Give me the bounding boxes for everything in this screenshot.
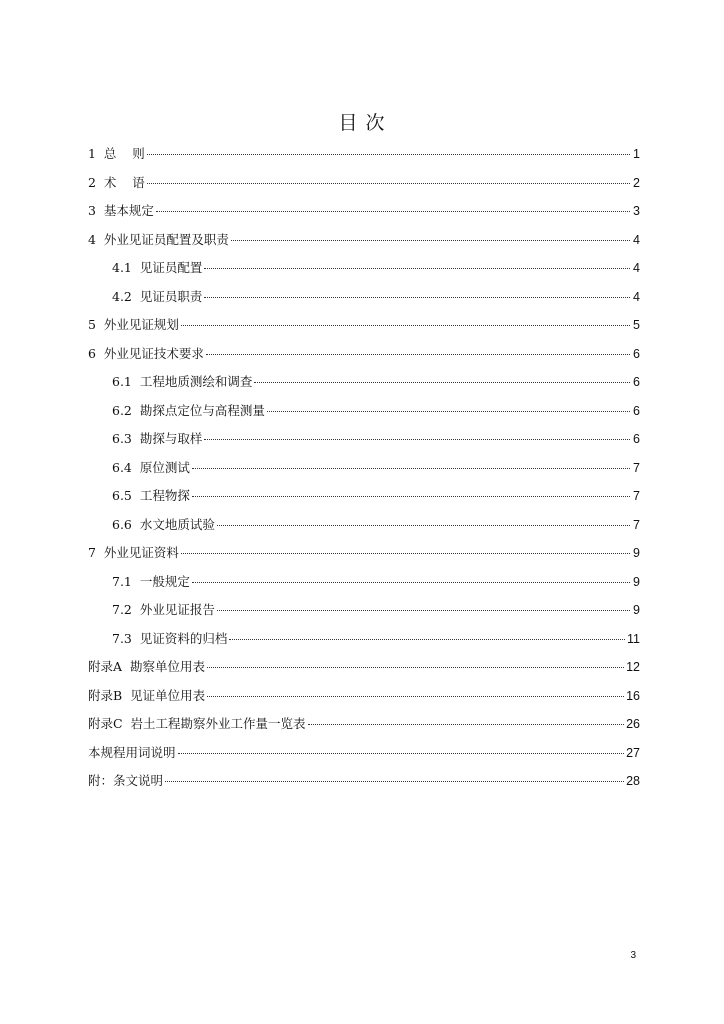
toc-entry[interactable] <box>88 596 640 625</box>
toc-entry-number: 6.6 <box>112 516 140 532</box>
toc-entry-page: 4 <box>633 289 640 304</box>
toc-entry-number: 附录A <box>88 659 130 674</box>
toc-entry-page: 6 <box>633 432 640 446</box>
toc-entry-label: 附：条文说明 <box>88 773 164 788</box>
dot-leader <box>192 582 630 583</box>
dot-leader <box>204 297 630 298</box>
toc-entry-label: 见证员职责 <box>139 288 203 304</box>
toc-entry-label: 总 则 <box>103 146 145 161</box>
toc-entry-number: 7.2 <box>112 602 140 617</box>
toc-entry[interactable] <box>88 311 640 340</box>
toc-entry-label: 勘探与取样 <box>139 431 203 446</box>
toc-entry[interactable] <box>88 767 640 796</box>
dot-leader <box>181 325 630 326</box>
toc-entry-label: 外业见证员配置及职责 <box>103 231 229 247</box>
toc-entry-label: 外业见证技术要求 <box>103 345 204 361</box>
toc-entry-page: 9 <box>633 603 640 617</box>
toc-entry-page: 7 <box>633 517 640 532</box>
dot-leader <box>206 354 630 355</box>
toc-entry-label: 本规程用词说明 <box>88 744 176 760</box>
toc-entry-label: 外业见证资料 <box>103 545 179 560</box>
dot-leader <box>178 753 625 754</box>
toc-entry-page: 27 <box>626 745 640 760</box>
toc-entry[interactable] <box>88 454 640 483</box>
toc-entry-page: 11 <box>627 631 640 646</box>
toc-entry-number: 4 <box>88 231 104 247</box>
dot-leader <box>207 696 624 697</box>
toc-entry[interactable] <box>88 140 640 169</box>
toc-entry-page: 1 <box>633 147 640 161</box>
dot-leader <box>165 781 624 782</box>
toc-entry-number: 7.1 <box>112 573 140 589</box>
toc-entry-label: 外业见证规划 <box>103 317 179 332</box>
toc-entry[interactable] <box>88 482 640 511</box>
toc-entry-page: 26 <box>626 717 640 731</box>
toc-entry-page: 28 <box>626 774 640 788</box>
toc-entry[interactable] <box>88 710 640 739</box>
toc-entry-page: 9 <box>633 546 640 560</box>
toc-entry-number: 6.3 <box>112 431 140 446</box>
toc-entry[interactable] <box>88 340 640 369</box>
toc-entry[interactable] <box>88 368 640 397</box>
dot-leader <box>229 639 625 640</box>
toc-entry-number: 3 <box>88 203 104 218</box>
toc-entry-page: 9 <box>633 574 640 589</box>
toc-entry-page: 6 <box>633 375 640 389</box>
toc-entry-number: 2 <box>88 174 104 190</box>
toc-entry-number: 6.1 <box>112 374 140 389</box>
dot-leader <box>204 268 630 269</box>
toc-entry-label: 见证员配置 <box>139 260 203 275</box>
toc-entry-label: 一般规定 <box>139 573 190 589</box>
dot-leader <box>192 468 630 469</box>
toc-entry-label: 基本规定 <box>103 203 154 218</box>
toc-entry[interactable] <box>88 682 640 711</box>
toc-entry-page: 2 <box>633 175 640 190</box>
dot-leader <box>254 382 630 383</box>
toc-entry[interactable] <box>88 226 640 255</box>
toc-entry-page: 5 <box>633 318 640 332</box>
toc-entry-label: 原位测试 <box>139 459 190 475</box>
dot-leader <box>231 240 630 241</box>
toc-entry-label: 术 语 <box>103 174 145 190</box>
toc-entry[interactable] <box>88 539 640 568</box>
toc-entry-number: 5 <box>88 317 104 332</box>
toc-entry-number: 4.1 <box>112 260 140 275</box>
toc-entry[interactable] <box>88 197 640 226</box>
toc-entry-page: 6 <box>633 346 640 361</box>
toc-entry-label: 工程物探 <box>139 488 190 503</box>
toc-entry-page: 4 <box>633 261 640 275</box>
toc-entry[interactable] <box>88 254 640 283</box>
dot-leader <box>156 211 630 212</box>
toc-entry-label: 外业见证报告 <box>139 602 215 617</box>
toc-entry-number: 6.5 <box>112 488 140 503</box>
toc-entry-number: 1 <box>88 146 104 161</box>
toc-entry-number: 附录B <box>88 687 131 703</box>
toc-entry[interactable] <box>88 739 640 768</box>
toc-entry-page: 4 <box>633 232 640 247</box>
toc-entry[interactable] <box>88 425 640 454</box>
dot-leader <box>192 496 630 497</box>
toc-entry-label: 见证资料的归档 <box>139 630 228 646</box>
toc-entry-number: 6.4 <box>112 459 140 475</box>
toc-entry[interactable] <box>88 625 640 654</box>
toc-entry[interactable] <box>88 568 640 597</box>
toc-entry-number: 6 <box>88 345 104 361</box>
dot-leader <box>207 667 624 668</box>
page-number: 3 <box>630 950 636 961</box>
toc-entry-number: 7.3 <box>112 630 140 646</box>
toc-entry[interactable] <box>88 283 640 312</box>
toc-entry-label: 勘察单位用表 <box>129 659 205 674</box>
toc-entry-label: 岩土工程勘察外业工作量一览表 <box>130 716 306 731</box>
toc-entry-label: 见证单位用表 <box>130 687 206 703</box>
toc-entry-page: 7 <box>633 489 640 503</box>
toc-entry-label: 勘探点定位与高程测量 <box>139 402 265 418</box>
dot-leader <box>181 553 630 554</box>
dot-leader <box>147 183 630 184</box>
toc-entry-label: 水文地质试验 <box>139 516 215 532</box>
dot-leader <box>217 525 630 526</box>
toc-entry-number: 7 <box>88 545 104 560</box>
toc-entry-number: 附录C <box>88 716 131 731</box>
toc-entry-page: 16 <box>626 688 640 703</box>
toc-entry-page: 12 <box>626 660 640 674</box>
toc-entry[interactable] <box>88 397 640 426</box>
toc-entry[interactable] <box>88 169 640 198</box>
toc-entry-label: 工程地质测绘和调查 <box>139 374 253 389</box>
dot-leader <box>217 610 630 611</box>
dot-leader <box>308 724 625 725</box>
toc-entry-page: 6 <box>633 403 640 418</box>
toc-entry-number: 6.2 <box>112 402 140 418</box>
toc-entry[interactable] <box>88 511 640 540</box>
toc-entry-page: 3 <box>633 204 640 218</box>
toc-entry-page: 7 <box>633 460 640 475</box>
table-of-contents <box>88 140 640 796</box>
dot-leader <box>147 154 630 155</box>
dot-leader <box>204 439 630 440</box>
toc-entry[interactable] <box>88 653 640 682</box>
toc-entry-number: 4.2 <box>112 288 140 304</box>
toc-title: 目 次 <box>338 112 386 134</box>
dot-leader <box>267 411 630 412</box>
